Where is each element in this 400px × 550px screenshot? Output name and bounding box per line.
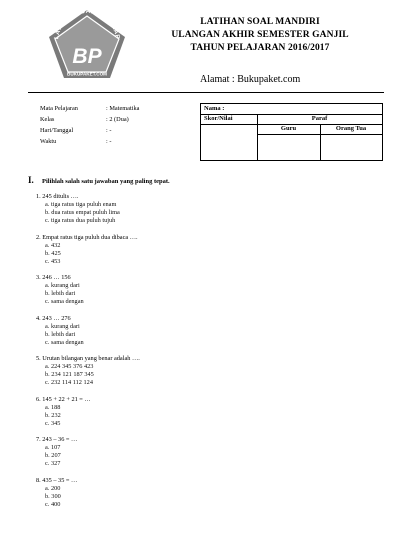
bukupaket-logo (46, 8, 128, 80)
question-list (36, 192, 140, 516)
answer-option: a. 200 (45, 484, 61, 492)
section-number: I. (28, 175, 34, 185)
answer-option: a. kurang dari (45, 322, 80, 330)
answer-option: c. sama dengan (45, 338, 84, 346)
header-divider (28, 92, 384, 93)
section-heading (28, 175, 170, 185)
question-stem: 4. 243 … 276 (36, 314, 71, 322)
info-row (40, 103, 186, 114)
question-stem: 3. 246 … 156 (36, 274, 71, 281)
answer-option: b. 232 (45, 411, 61, 419)
logo-letters: BP (72, 45, 102, 68)
header-title: LATIHAN SOAL MANDIRI (200, 17, 320, 27)
student-name-label: Nama : (204, 105, 225, 112)
header-school-year: TAHUN PELAJARAN 2016/2017 (190, 43, 330, 53)
question-item (36, 395, 140, 436)
info-label: Kelas (40, 116, 55, 123)
signature-label: Paraf (311, 115, 328, 122)
answer-option: c. sama dengan (45, 298, 84, 305)
answer-option: a. 188 (45, 403, 61, 411)
answer-option: a. 432 (45, 241, 61, 249)
answer-option: b. 300 (45, 492, 61, 500)
parent-signature-label: Orang Tua (335, 125, 367, 132)
logo-site-text: BUKUPAKET.COM (67, 71, 107, 77)
section-instruction: Pilihlah salah satu jawaban yang paling tepat. (42, 178, 170, 185)
answer-option: b. 425 (45, 249, 61, 257)
header-exam-name: ULANGAN AKHIR SEMESTER GANJIL (171, 30, 349, 40)
info-row (40, 125, 186, 136)
question-stem: 8. 435 – 35 = … (36, 476, 78, 484)
answer-option: c. 345 (45, 419, 61, 427)
info-row (40, 114, 186, 125)
answer-option: b. lebih dari (45, 290, 76, 297)
question-item (36, 273, 140, 314)
info-value: : Matematika (106, 105, 140, 112)
question-stem: 7. 243 – 36 = … (36, 436, 78, 443)
answer-option: a. tiga ratus tiga puluh enam (45, 201, 117, 208)
answer-option: a. 224 345 376 423 (45, 363, 94, 370)
answer-option: c. 232 114 112 124 (45, 379, 93, 386)
teacher-signature-label: Guru (280, 125, 297, 132)
question-item (36, 435, 140, 476)
question-item (36, 354, 140, 395)
answer-option: c. 327 (45, 460, 61, 467)
question-item (36, 314, 140, 355)
answer-option: b. lebih dari (45, 330, 76, 338)
info-value: : - (106, 138, 112, 145)
answer-option: c. 400 (45, 500, 61, 508)
question-stem: 5. Urutan bilangan yang benar adalah …. (36, 355, 140, 362)
score-label: Skor/Nilai (204, 115, 233, 122)
question-item (36, 192, 140, 233)
subject-info (40, 103, 186, 147)
document-header (140, 16, 380, 55)
question-stem: 6. 145 + 22 + 21 = … (36, 395, 91, 403)
answer-option: a. kurang dari (45, 282, 80, 289)
answer-option: b. 207 (45, 452, 61, 459)
question-stem: 2. Empat ratus tiga puluh dua dibaca …. (36, 233, 138, 241)
answer-option: b. dua ratus empat puluh lima (45, 209, 120, 216)
info-label: Waktu (40, 138, 57, 145)
answer-option: c. 453 (45, 257, 61, 265)
info-label: Mata Pelajaran (40, 105, 78, 112)
question-item (36, 233, 140, 274)
answer-option: a. 107 (45, 444, 61, 451)
info-value: : 2 (Dua) (106, 116, 129, 123)
logo-arc-text: LATIHAN SOAL LENGKAP (53, 8, 121, 40)
question-item (36, 476, 140, 517)
info-label: Hari/Tanggal (40, 127, 74, 134)
score-box (200, 103, 383, 161)
header-address: Alamat : Bukupaket.com (200, 74, 301, 85)
answer-option: c. tiga ratus dua puluh tujuh (45, 217, 116, 224)
question-stem: 1. 245 ditulis …. (36, 193, 79, 200)
info-row (40, 136, 186, 147)
answer-option: b. 234 121 187 345 (45, 371, 94, 378)
info-value: : - (106, 127, 112, 134)
